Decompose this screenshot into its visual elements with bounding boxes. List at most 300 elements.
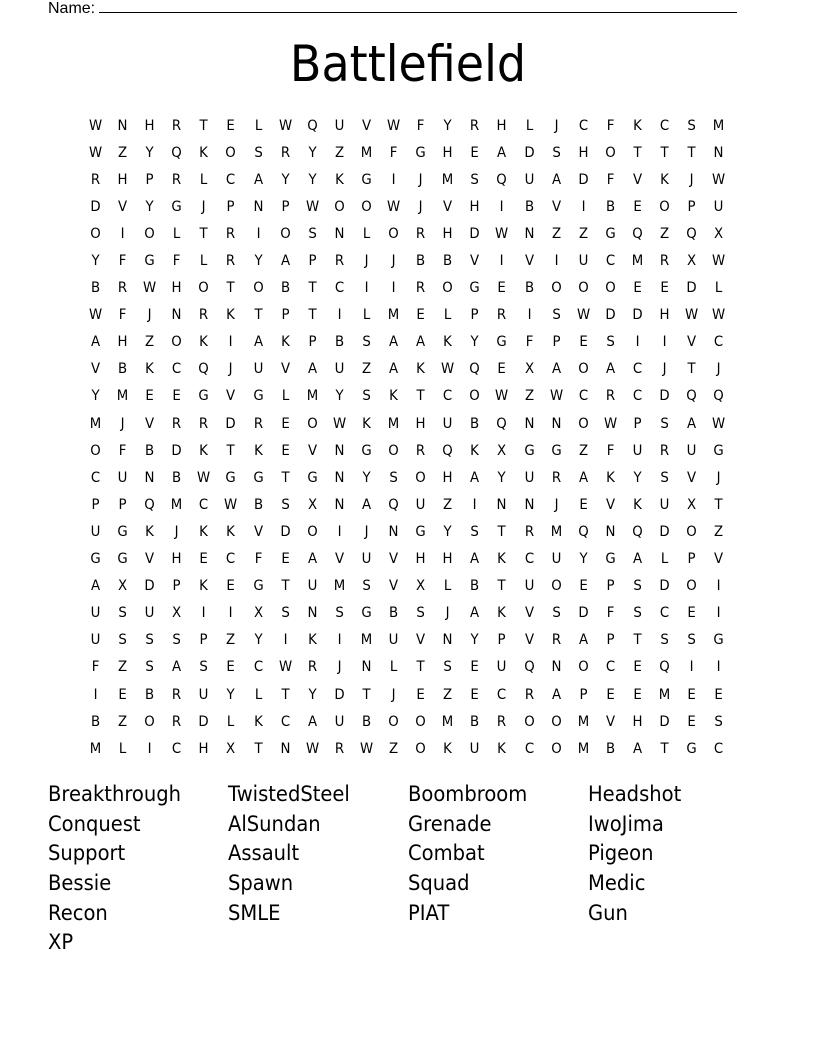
grid-cell[interactable]: T bbox=[199, 117, 208, 134]
grid-cell[interactable]: G bbox=[252, 578, 264, 595]
grid-cell[interactable]: Y bbox=[497, 469, 507, 486]
grid-cell[interactable]: M bbox=[387, 415, 400, 432]
grid-cell[interactable]: P bbox=[687, 198, 696, 215]
grid-cell[interactable]: D bbox=[659, 713, 670, 730]
grid-cell[interactable]: S bbox=[253, 144, 263, 161]
grid-cell[interactable]: A bbox=[389, 334, 399, 351]
grid-cell[interactable]: R bbox=[226, 225, 236, 242]
grid-cell[interactable]: Z bbox=[145, 334, 155, 351]
grid-cell[interactable]: F bbox=[606, 117, 615, 134]
grid-cell[interactable]: D bbox=[280, 523, 291, 540]
grid-cell[interactable]: W bbox=[88, 144, 103, 161]
grid-cell[interactable]: W bbox=[278, 659, 292, 676]
grid-cell[interactable]: V bbox=[687, 334, 697, 351]
grid-cell[interactable]: X bbox=[172, 605, 182, 622]
grid-cell[interactable]: K bbox=[280, 334, 290, 351]
grid-cell[interactable]: W bbox=[712, 253, 726, 270]
grid-cell[interactable]: I bbox=[256, 225, 261, 242]
grid-cell[interactable]: O bbox=[90, 225, 101, 242]
grid-cell[interactable]: E bbox=[497, 361, 507, 378]
grid-cell[interactable]: H bbox=[117, 171, 128, 188]
grid-cell[interactable]: N bbox=[334, 496, 345, 513]
grid-cell[interactable]: R bbox=[199, 307, 209, 324]
grid-cell[interactable]: O bbox=[225, 144, 237, 161]
grid-cell[interactable]: Q bbox=[388, 496, 399, 513]
grid-cell[interactable]: H bbox=[469, 198, 480, 215]
grid-cell[interactable]: Q bbox=[632, 225, 643, 242]
grid-cell[interactable]: H bbox=[578, 144, 589, 161]
grid-cell[interactable]: G bbox=[117, 551, 128, 568]
grid-cell[interactable]: J bbox=[662, 361, 667, 378]
grid-cell[interactable]: S bbox=[443, 659, 452, 676]
grid-cell[interactable]: W bbox=[495, 388, 509, 405]
grid-cell[interactable]: U bbox=[334, 361, 345, 378]
grid-cell[interactable]: C bbox=[659, 117, 670, 134]
grid-cell[interactable]: E bbox=[606, 686, 615, 703]
grid-cell[interactable]: O bbox=[686, 578, 697, 595]
grid-cell[interactable]: R bbox=[199, 415, 209, 432]
grid-cell[interactable]: M bbox=[89, 415, 102, 432]
grid-cell[interactable]: A bbox=[172, 659, 182, 676]
grid-cell[interactable]: E bbox=[633, 659, 642, 676]
grid-cell[interactable]: B bbox=[172, 469, 182, 486]
grid-cell[interactable]: H bbox=[171, 551, 182, 568]
grid-cell[interactable]: V bbox=[443, 198, 453, 215]
grid-cell[interactable]: A bbox=[578, 469, 588, 486]
grid-cell[interactable]: X bbox=[416, 578, 426, 595]
grid-cell[interactable]: G bbox=[252, 469, 264, 486]
grid-cell[interactable]: R bbox=[659, 442, 670, 459]
grid-cell[interactable]: E bbox=[470, 659, 480, 676]
grid-cell[interactable]: D bbox=[198, 713, 210, 730]
grid-cell[interactable]: Q bbox=[632, 523, 643, 540]
grid-cell[interactable]: T bbox=[254, 307, 263, 324]
grid-cell[interactable]: Q bbox=[307, 117, 318, 134]
grid-cell[interactable]: S bbox=[362, 578, 371, 595]
grid-cell[interactable]: D bbox=[90, 198, 101, 215]
grid-cell[interactable]: E bbox=[714, 686, 723, 703]
grid-cell[interactable]: L bbox=[444, 307, 452, 324]
grid-cell[interactable]: E bbox=[633, 686, 642, 703]
grid-cell[interactable]: V bbox=[334, 551, 344, 568]
grid-cell[interactable]: U bbox=[632, 442, 643, 459]
grid-cell[interactable]: S bbox=[470, 523, 480, 540]
grid-cell[interactable]: O bbox=[577, 659, 589, 676]
grid-cell[interactable]: K bbox=[199, 144, 209, 161]
grid-cell[interactable]: O bbox=[577, 361, 589, 378]
grid-cell[interactable]: J bbox=[229, 361, 233, 378]
grid-cell[interactable]: H bbox=[442, 144, 453, 161]
grid-cell[interactable]: G bbox=[117, 523, 128, 540]
grid-cell[interactable]: M bbox=[712, 117, 725, 134]
grid-cell[interactable]: N bbox=[388, 523, 399, 540]
grid-cell[interactable]: Z bbox=[524, 388, 534, 405]
grid-cell[interactable]: I bbox=[635, 334, 640, 351]
grid-cell[interactable]: C bbox=[172, 361, 182, 378]
grid-cell[interactable]: N bbox=[144, 469, 155, 486]
grid-cell[interactable]: G bbox=[605, 551, 616, 568]
grid-cell[interactable]: S bbox=[280, 496, 290, 513]
grid-cell[interactable]: V bbox=[389, 551, 399, 568]
grid-cell[interactable]: A bbox=[416, 334, 426, 351]
grid-cell[interactable]: L bbox=[362, 225, 371, 242]
grid-cell[interactable]: H bbox=[415, 551, 426, 568]
grid-cell[interactable]: T bbox=[660, 144, 669, 161]
grid-cell[interactable]: Q bbox=[686, 388, 697, 405]
grid-cell[interactable]: Y bbox=[281, 171, 290, 188]
grid-cell[interactable]: T bbox=[416, 388, 425, 405]
grid-cell[interactable]: V bbox=[389, 578, 399, 595]
grid-cell[interactable]: C bbox=[605, 253, 615, 270]
grid-cell[interactable]: P bbox=[281, 198, 290, 215]
grid-cell[interactable]: I bbox=[689, 659, 694, 676]
grid-cell[interactable]: L bbox=[227, 713, 235, 730]
grid-cell[interactable]: X bbox=[253, 605, 263, 622]
grid-cell[interactable]: Z bbox=[226, 632, 236, 649]
grid-cell[interactable]: O bbox=[659, 198, 670, 215]
grid-cell[interactable]: F bbox=[389, 144, 398, 161]
grid-cell[interactable]: R bbox=[280, 144, 290, 161]
grid-cell[interactable]: S bbox=[551, 144, 561, 161]
grid-cell[interactable]: S bbox=[660, 632, 669, 649]
grid-cell[interactable]: X bbox=[714, 225, 724, 242]
grid-cell[interactable]: G bbox=[225, 469, 237, 486]
grid-cell[interactable]: O bbox=[361, 198, 372, 215]
grid-cell[interactable]: B bbox=[145, 686, 155, 703]
grid-cell[interactable]: Z bbox=[578, 225, 588, 242]
grid-cell[interactable]: O bbox=[550, 578, 562, 595]
grid-cell[interactable]: A bbox=[632, 551, 642, 568]
grid-cell[interactable]: S bbox=[145, 632, 154, 649]
grid-cell[interactable]: G bbox=[198, 388, 210, 405]
grid-cell[interactable]: T bbox=[687, 144, 696, 161]
grid-cell[interactable]: O bbox=[388, 225, 399, 242]
grid-cell[interactable]: C bbox=[199, 496, 209, 513]
grid-cell[interactable]: D bbox=[578, 171, 589, 188]
grid-cell[interactable]: R bbox=[172, 686, 182, 703]
grid-cell[interactable]: S bbox=[714, 713, 723, 730]
grid-cell[interactable]: P bbox=[118, 496, 127, 513]
grid-cell[interactable]: O bbox=[415, 713, 426, 730]
grid-cell[interactable]: W bbox=[224, 496, 238, 513]
grid-cell[interactable]: P bbox=[606, 632, 615, 649]
grid-cell[interactable]: A bbox=[389, 361, 399, 378]
grid-cell[interactable]: D bbox=[171, 442, 182, 459]
grid-cell[interactable]: I bbox=[93, 686, 98, 703]
grid-cell[interactable]: U bbox=[253, 361, 263, 378]
grid-cell[interactable]: D bbox=[578, 605, 589, 622]
grid-cell[interactable]: P bbox=[172, 578, 181, 595]
grid-cell[interactable]: W bbox=[603, 415, 617, 432]
grid-cell[interactable]: H bbox=[442, 551, 453, 568]
grid-cell[interactable]: I bbox=[499, 253, 504, 270]
grid-cell[interactable]: F bbox=[606, 442, 615, 459]
grid-cell[interactable]: A bbox=[497, 144, 507, 161]
grid-cell[interactable]: T bbox=[226, 280, 236, 297]
grid-cell[interactable]: O bbox=[415, 740, 426, 757]
grid-cell[interactable]: Y bbox=[443, 117, 452, 134]
grid-cell[interactable]: C bbox=[334, 280, 345, 297]
grid-cell[interactable]: R bbox=[416, 442, 426, 459]
grid-cell[interactable]: L bbox=[281, 388, 289, 405]
grid-cell[interactable]: J bbox=[554, 496, 559, 513]
grid-cell[interactable]: H bbox=[171, 280, 182, 297]
grid-cell[interactable]: S bbox=[172, 632, 182, 649]
grid-cell[interactable]: H bbox=[442, 225, 453, 242]
grid-cell[interactable]: Z bbox=[389, 740, 399, 757]
grid-cell[interactable]: B bbox=[389, 605, 399, 622]
grid-cell[interactable]: R bbox=[497, 307, 507, 324]
grid-cell[interactable]: E bbox=[470, 686, 480, 703]
grid-cell[interactable]: R bbox=[226, 253, 236, 270]
grid-cell[interactable]: J bbox=[554, 117, 559, 134]
grid-cell[interactable]: X bbox=[687, 253, 697, 270]
grid-cell[interactable]: V bbox=[687, 469, 697, 486]
grid-cell[interactable]: T bbox=[226, 442, 236, 459]
grid-cell[interactable]: J bbox=[391, 686, 396, 703]
grid-cell[interactable]: X bbox=[524, 361, 534, 378]
grid-cell[interactable]: E bbox=[579, 334, 588, 351]
grid-cell[interactable]: M bbox=[306, 388, 319, 405]
grid-cell[interactable]: Z bbox=[578, 442, 588, 459]
grid-cell[interactable]: W bbox=[305, 740, 319, 757]
grid-cell[interactable]: J bbox=[716, 469, 721, 486]
grid-cell[interactable]: U bbox=[524, 578, 534, 595]
grid-cell[interactable]: S bbox=[118, 632, 127, 649]
grid-cell[interactable]: V bbox=[551, 198, 561, 215]
grid-cell[interactable]: I bbox=[662, 334, 667, 351]
grid-cell[interactable]: R bbox=[172, 415, 182, 432]
grid-cell[interactable]: K bbox=[660, 171, 669, 188]
grid-cell[interactable]: F bbox=[118, 253, 127, 270]
grid-cell[interactable]: B bbox=[118, 361, 128, 378]
grid-cell[interactable]: A bbox=[470, 551, 480, 568]
grid-cell[interactable]: N bbox=[524, 225, 535, 242]
grid-cell[interactable]: K bbox=[307, 632, 317, 649]
grid-cell[interactable]: B bbox=[253, 496, 263, 513]
grid-cell[interactable]: U bbox=[90, 523, 101, 540]
grid-cell[interactable]: G bbox=[415, 523, 426, 540]
grid-cell[interactable]: T bbox=[633, 632, 642, 649]
grid-cell[interactable]: T bbox=[687, 361, 696, 378]
grid-cell[interactable]: O bbox=[307, 415, 318, 432]
grid-cell[interactable]: Q bbox=[496, 415, 508, 432]
grid-cell[interactable]: A bbox=[632, 740, 642, 757]
grid-cell[interactable]: W bbox=[712, 415, 726, 432]
grid-cell[interactable]: U bbox=[551, 551, 562, 568]
grid-cell[interactable]: N bbox=[524, 415, 535, 432]
grid-cell[interactable]: U bbox=[415, 496, 426, 513]
grid-cell[interactable]: L bbox=[200, 253, 208, 270]
grid-cell[interactable]: Y bbox=[308, 144, 317, 161]
grid-cell[interactable]: K bbox=[497, 551, 507, 568]
grid-cell[interactable]: R bbox=[307, 659, 317, 676]
grid-cell[interactable]: Y bbox=[470, 334, 479, 351]
grid-cell[interactable]: W bbox=[143, 280, 157, 297]
grid-cell[interactable]: K bbox=[389, 388, 398, 405]
grid-cell[interactable]: V bbox=[416, 632, 426, 649]
grid-cell[interactable]: U bbox=[578, 253, 589, 270]
grid-cell[interactable]: P bbox=[226, 198, 236, 215]
grid-cell[interactable]: J bbox=[201, 198, 206, 215]
grid-cell[interactable]: Q bbox=[171, 144, 183, 161]
grid-cell[interactable]: B bbox=[524, 280, 534, 297]
grid-cell[interactable]: H bbox=[117, 334, 128, 351]
grid-cell[interactable]: G bbox=[90, 551, 101, 568]
grid-cell[interactable]: O bbox=[442, 280, 454, 297]
grid-cell[interactable]: A bbox=[551, 686, 561, 703]
grid-cell[interactable]: A bbox=[551, 171, 561, 188]
grid-cell[interactable]: R bbox=[524, 523, 534, 540]
grid-cell[interactable]: E bbox=[633, 198, 642, 215]
grid-cell[interactable]: D bbox=[225, 415, 237, 432]
grid-cell[interactable]: R bbox=[497, 713, 507, 730]
grid-cell[interactable]: R bbox=[470, 117, 480, 134]
grid-cell[interactable]: A bbox=[90, 334, 101, 351]
grid-cell[interactable]: W bbox=[712, 171, 726, 188]
grid-cell[interactable]: D bbox=[523, 144, 535, 161]
grid-cell[interactable]: A bbox=[307, 361, 317, 378]
grid-cell[interactable]: N bbox=[713, 144, 724, 161]
grid-cell[interactable]: G bbox=[361, 442, 372, 459]
grid-cell[interactable]: I bbox=[147, 740, 152, 757]
grid-cell[interactable]: E bbox=[687, 713, 696, 730]
grid-cell[interactable]: J bbox=[174, 523, 179, 540]
grid-cell[interactable]: M bbox=[577, 713, 589, 730]
grid-cell[interactable]: G bbox=[252, 388, 264, 405]
grid-cell[interactable]: S bbox=[470, 171, 480, 188]
grid-cell[interactable]: I bbox=[364, 280, 369, 297]
grid-cell[interactable]: T bbox=[199, 225, 208, 242]
grid-cell[interactable]: P bbox=[308, 334, 317, 351]
grid-cell[interactable]: S bbox=[362, 388, 371, 405]
grid-cell[interactable]: L bbox=[118, 740, 127, 757]
grid-cell[interactable]: Z bbox=[361, 361, 372, 378]
grid-cell[interactable]: G bbox=[469, 280, 481, 297]
grid-cell[interactable]: I bbox=[201, 605, 206, 622]
grid-cell[interactable]: E bbox=[118, 686, 127, 703]
grid-cell[interactable]: M bbox=[577, 740, 589, 757]
grid-cell[interactable]: D bbox=[334, 686, 345, 703]
grid-cell[interactable]: Y bbox=[254, 253, 263, 270]
grid-cell[interactable]: P bbox=[145, 171, 154, 188]
grid-cell[interactable]: X bbox=[687, 496, 697, 513]
grid-cell[interactable]: E bbox=[226, 117, 236, 134]
grid-cell[interactable]: U bbox=[524, 469, 534, 486]
grid-cell[interactable]: U bbox=[469, 740, 480, 757]
grid-cell[interactable]: W bbox=[441, 361, 455, 378]
grid-cell[interactable]: V bbox=[470, 253, 480, 270]
grid-cell[interactable]: F bbox=[172, 253, 181, 270]
grid-cell[interactable]: V bbox=[632, 171, 642, 188]
grid-cell[interactable]: I bbox=[120, 225, 125, 242]
grid-cell[interactable]: T bbox=[281, 578, 290, 595]
grid-cell[interactable]: H bbox=[415, 415, 426, 432]
grid-cell[interactable]: J bbox=[445, 605, 450, 622]
grid-cell[interactable]: F bbox=[118, 307, 127, 324]
grid-cell[interactable]: U bbox=[144, 605, 155, 622]
grid-cell[interactable]: F bbox=[525, 334, 533, 351]
grid-cell[interactable]: G bbox=[361, 171, 372, 188]
grid-cell[interactable]: I bbox=[499, 198, 504, 215]
grid-cell[interactable]: Z bbox=[659, 225, 670, 242]
grid-cell[interactable]: I bbox=[716, 659, 721, 676]
grid-cell[interactable]: S bbox=[145, 659, 154, 676]
grid-cell[interactable]: C bbox=[578, 117, 588, 134]
grid-cell[interactable]: Q bbox=[442, 442, 454, 459]
grid-cell[interactable]: Q bbox=[577, 523, 589, 540]
grid-cell[interactable]: T bbox=[308, 280, 317, 297]
grid-cell[interactable]: G bbox=[415, 144, 426, 161]
grid-cell[interactable]: X bbox=[226, 740, 236, 757]
grid-cell[interactable]: Q bbox=[523, 659, 535, 676]
grid-cell[interactable]: P bbox=[497, 632, 506, 649]
grid-cell[interactable]: V bbox=[714, 551, 724, 568]
grid-cell[interactable]: A bbox=[307, 713, 317, 730]
grid-cell[interactable]: J bbox=[364, 253, 369, 270]
grid-cell[interactable]: C bbox=[714, 334, 724, 351]
grid-cell[interactable]: Z bbox=[714, 523, 724, 540]
grid-cell[interactable]: V bbox=[280, 361, 290, 378]
grid-cell[interactable]: U bbox=[199, 686, 209, 703]
grid-cell[interactable]: T bbox=[660, 740, 669, 757]
grid-cell[interactable]: L bbox=[200, 171, 208, 188]
grid-cell[interactable]: N bbox=[605, 523, 616, 540]
grid-cell[interactable]: B bbox=[443, 253, 453, 270]
grid-cell[interactable]: U bbox=[90, 632, 101, 649]
grid-cell[interactable]: P bbox=[470, 307, 479, 324]
grid-cell[interactable]: U bbox=[686, 442, 697, 459]
grid-cell[interactable]: C bbox=[578, 388, 588, 405]
grid-cell[interactable]: A bbox=[253, 171, 263, 188]
grid-cell[interactable]: E bbox=[280, 442, 290, 459]
grid-cell[interactable]: K bbox=[497, 740, 507, 757]
grid-cell[interactable]: W bbox=[712, 307, 726, 324]
grid-cell[interactable]: X bbox=[497, 442, 507, 459]
grid-cell[interactable]: C bbox=[632, 388, 643, 405]
grid-cell[interactable]: E bbox=[579, 578, 588, 595]
grid-cell[interactable]: P bbox=[91, 496, 100, 513]
grid-cell[interactable]: C bbox=[714, 740, 724, 757]
grid-cell[interactable]: E bbox=[172, 388, 182, 405]
grid-cell[interactable]: C bbox=[253, 659, 263, 676]
grid-cell[interactable]: B bbox=[361, 713, 372, 730]
grid-cell[interactable]: W bbox=[305, 198, 319, 215]
grid-cell[interactable]: G bbox=[713, 632, 724, 649]
grid-cell[interactable]: N bbox=[442, 632, 453, 649]
grid-cell[interactable]: C bbox=[90, 469, 101, 486]
grid-cell[interactable]: D bbox=[144, 578, 155, 595]
grid-cell[interactable]: T bbox=[281, 469, 290, 486]
grid-cell[interactable]: K bbox=[199, 523, 209, 540]
grid-cell[interactable]: N bbox=[496, 496, 507, 513]
grid-cell[interactable]: T bbox=[308, 307, 317, 324]
grid-cell[interactable]: B bbox=[605, 740, 615, 757]
grid-cell[interactable]: T bbox=[254, 740, 263, 757]
grid-cell[interactable]: W bbox=[88, 307, 103, 324]
grid-cell[interactable]: U bbox=[442, 415, 453, 432]
grid-cell[interactable]: G bbox=[550, 442, 562, 459]
grid-cell[interactable]: M bbox=[631, 253, 644, 270]
grid-cell[interactable]: Q bbox=[686, 225, 697, 242]
grid-cell[interactable]: C bbox=[497, 686, 507, 703]
grid-cell[interactable]: K bbox=[443, 740, 453, 757]
grid-cell[interactable]: Z bbox=[551, 225, 561, 242]
grid-cell[interactable]: C bbox=[172, 740, 182, 757]
grid-cell[interactable]: R bbox=[605, 388, 615, 405]
grid-cell[interactable]: B bbox=[280, 280, 290, 297]
grid-cell[interactable]: O bbox=[550, 280, 562, 297]
